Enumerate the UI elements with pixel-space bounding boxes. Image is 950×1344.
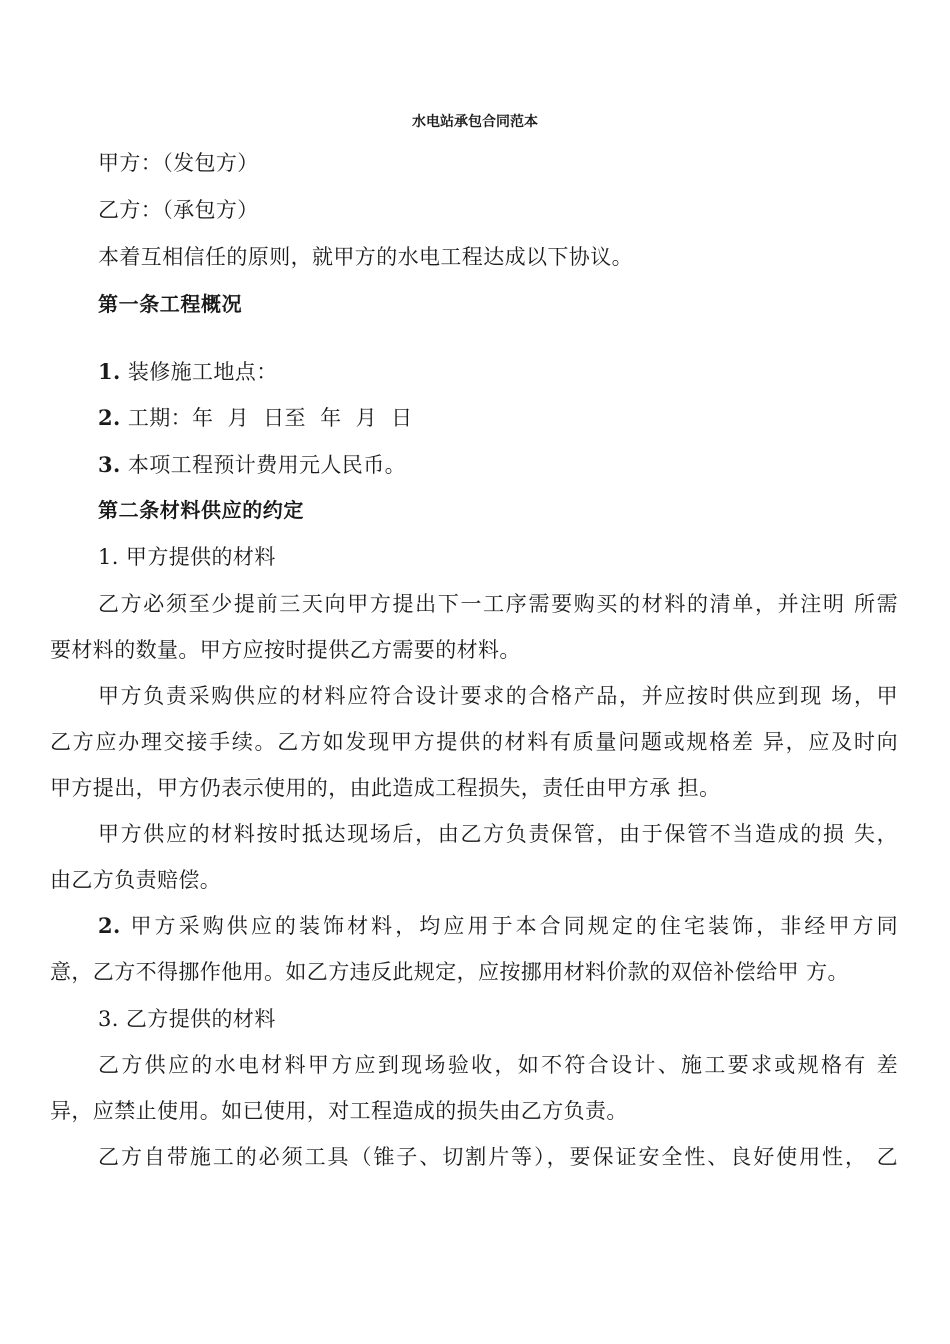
paragraph-2-line-1: 甲方负责采购供应的材料应符合设计要求的合格产品，并应按时供应到现 场，甲: [98, 684, 898, 708]
paragraph-1-line-1: 乙方必须至少提前三天向甲方提出下一工序需要购买的材料的清单，并注明 所需: [98, 592, 898, 616]
item-number: 3.: [98, 452, 121, 477]
paragraph-1-line-2: 要材料的数量。甲方应按时提供乙方需要的材料。: [50, 638, 521, 662]
party-b-line: 乙方：（承包方）: [98, 198, 259, 222]
item-number: 1.: [98, 359, 121, 384]
item-text: 乙方提供的材料: [125, 1007, 276, 1031]
article-1-item-2: [98, 403, 413, 433]
paragraph-2-line-2: 乙方应办理交接手续。乙方如发现甲方提供的材料有质量问题或规格差 异，应及时向: [50, 730, 898, 754]
article-1-item-3: [98, 450, 406, 480]
item-number: 3.: [98, 1007, 119, 1031]
paragraph-6-line-1: 乙方自带施工的必须工具（锥子、切割片等），要保证安全性、良好使用性， 乙: [98, 1145, 898, 1169]
paragraph-4-line-2: 意，乙方不得挪作他用。如乙方违反此规定，应按挪用材料价款的双倍补偿给甲 方。: [50, 960, 849, 984]
article-2-sub-3: [98, 1004, 276, 1034]
paragraph-2-line-3: 甲方提出，甲方仍表示使用的，由此造成工程损失，责任由甲方承 担。: [50, 776, 721, 800]
paragraph-5-line-1: 乙方供应的水电材料甲方应到现场验收，如不符合设计、施工要求或规格有 差: [98, 1053, 898, 1077]
item-number: 2.: [98, 913, 121, 938]
party-a-line: 甲方：（发包方）: [98, 151, 259, 175]
paragraph-3-line-2: 由乙方负责赔偿。: [50, 868, 222, 892]
article-1-item-1: [98, 357, 278, 387]
document-title: 水电站承包合同范本: [412, 114, 538, 130]
article-1-heading: 第一条工程概况: [98, 292, 243, 316]
item-text: 甲方提供的材料: [125, 545, 276, 569]
intro-paragraph: 本着互相信任的原则，就甲方的水电工程达成以下协议。: [98, 245, 633, 269]
paragraph-4-line-1: [98, 911, 898, 941]
item-text: 甲方采购供应的装饰材料，均应用于本合同规定的住宅装饰，非经甲方同: [130, 914, 899, 938]
item-text: 工期：年 月 日至 年 月 日: [127, 406, 413, 430]
item-number: 2.: [98, 405, 121, 430]
item-number: 1.: [98, 545, 119, 569]
item-text: 本项工程预计费用元人民币。: [127, 453, 407, 477]
item-text: 装修施工地点：: [127, 360, 278, 384]
article-2-heading: 第二条材料供应的约定: [98, 498, 304, 522]
paragraph-5-line-2: 异，应禁止使用。如已使用，对工程造成的损失由乙方负责。: [50, 1099, 628, 1123]
article-2-sub-1: [98, 542, 276, 572]
paragraph-3-line-1: 甲方供应的材料按时抵达现场后，由乙方负责保管，由于保管不当造成的损 失，: [98, 822, 898, 846]
